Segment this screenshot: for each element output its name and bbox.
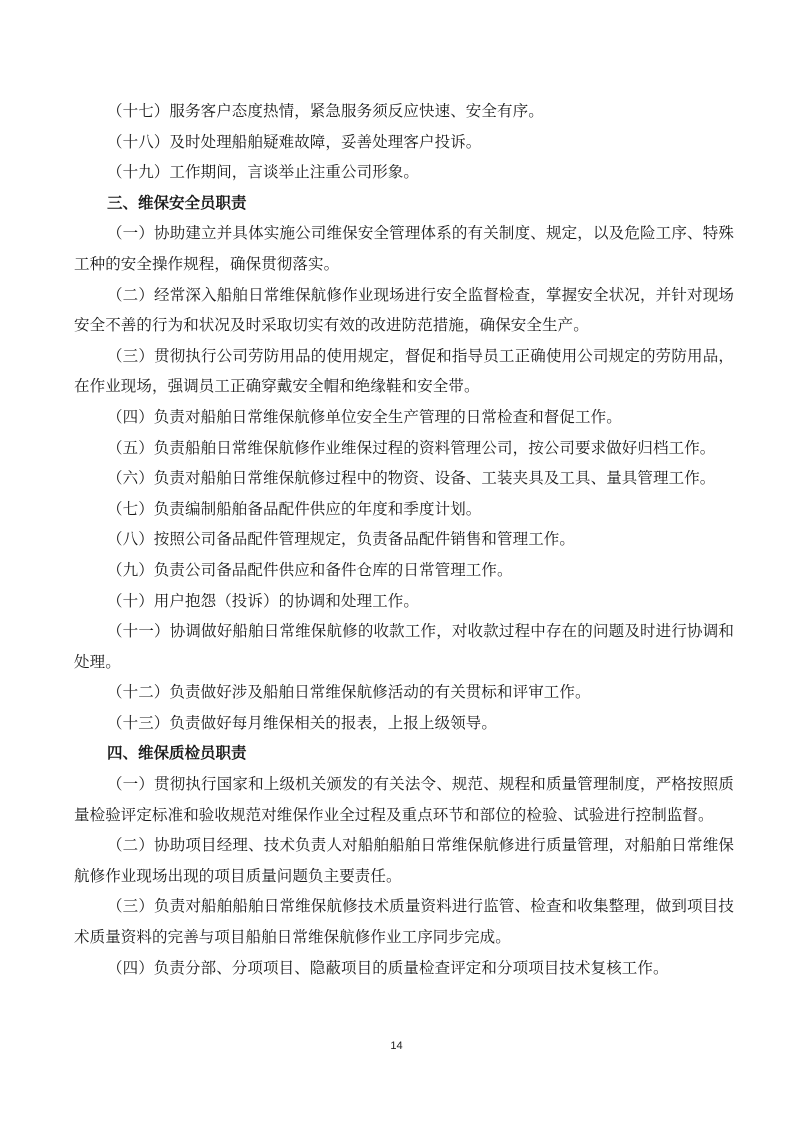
safety-item-7: （七）负责编制船舶备品配件供应的年度和季度计划。 xyxy=(107,499,482,518)
item-19: （十九）工作期间，言谈举止注重公司形象。 xyxy=(107,163,420,182)
safety-item-10: （十）用户抱怨（投诉）的协调和处理工作。 xyxy=(107,591,420,610)
safety-item-3: （三）贯彻执行公司劳防用品的使用规定，督促和指导员工正确使用公司规定的劳防用品，在作业现场，强调员工正确穿戴安全帽和绝缘鞋和安全带。 xyxy=(74,346,734,396)
document-page xyxy=(74,96,734,983)
quality-item-2: （二）协助项目经理、技术负责人对船舶船舶日常维保航修进行质量管理，对船舶日常维保航修作业现场出现的项目质量问题负主要责任。 xyxy=(74,836,734,885)
safety-item-9: （九）负责公司备品配件供应和备件仓库的日常管理工作。 xyxy=(107,560,513,579)
safety-item-13: （十三）负责做好每月维保相关的报表，上报上级领导。 xyxy=(107,713,498,732)
safety-item-1: （一）协助建立并具体实施公司维保安全管理体系的有关制度、规定，以及危险工序、特殊工种的安全操作规程，确保贯彻落实。 xyxy=(74,224,734,273)
safety-item-11: （十一）协调做好船舶日常维保航修的收款工作，对收款过程中存在的问题及时进行协调和处理。 xyxy=(74,622,734,671)
item-18: （十八）及时处理船舶疑难故障，妥善处理客户投诉。 xyxy=(107,132,482,151)
safety-item-6: （六）负责对船舶日常维保航修过程中的物资、设备、工装夹具及工具、量具管理工作。 xyxy=(107,469,716,488)
item-17: （十七）服务客户态度热情，紧急服务须反应快速、安全有序。 xyxy=(107,102,544,120)
page-number: 14 xyxy=(390,1040,403,1052)
safety-item-5: （五）负责船舶日常维保航修作业维保过程的资料管理公司，按公司要求做好归档工作。 xyxy=(107,438,716,457)
safety-item-8: （八）按照公司备品配件管理规定，负责备品配件销售和管理工作。 xyxy=(107,530,576,549)
safety-item-4: （四）负责对船舶日常维保航修单位安全生产管理的日常检查和督促工作。 xyxy=(107,407,622,426)
safety-item-12: （十二）负责做好涉及船舶日常维保航修活动的有关贯标和评审工作。 xyxy=(107,683,591,702)
section-heading-safety-officer: 三、维保安全员职责 xyxy=(107,193,247,212)
section-heading-quality-inspector: 四、维保质检员职责 xyxy=(107,744,247,763)
quality-item-3: （三）负责对船舶船舶日常维保航修技术质量资料进行监管、检查和收集整理，做到项目技术质量资料的完善与项目船舶日常维保航修作业工序同步完成。 xyxy=(74,897,734,947)
quality-item-4: （四）负责分部、分项项目、隐蔽项目的质量检查评定和分项项目技术复核工作。 xyxy=(107,958,669,977)
quality-item-1: （一）贯彻执行国家和上级机关颁发的有关法令、规范、规程和质量管理制度，严格按照质量检验评定标准和验收规范对维保作业全过程及重点环节和部位的检验、试验进行控制监督。 xyxy=(74,775,734,824)
safety-item-2: （二）经常深入船舶日常维保航修作业现场进行安全监督检查，掌握安全状况，并针对现场安全不善的行为和状况及时采取切实有效的改进防范措施，确保安全生产。 xyxy=(74,285,734,335)
